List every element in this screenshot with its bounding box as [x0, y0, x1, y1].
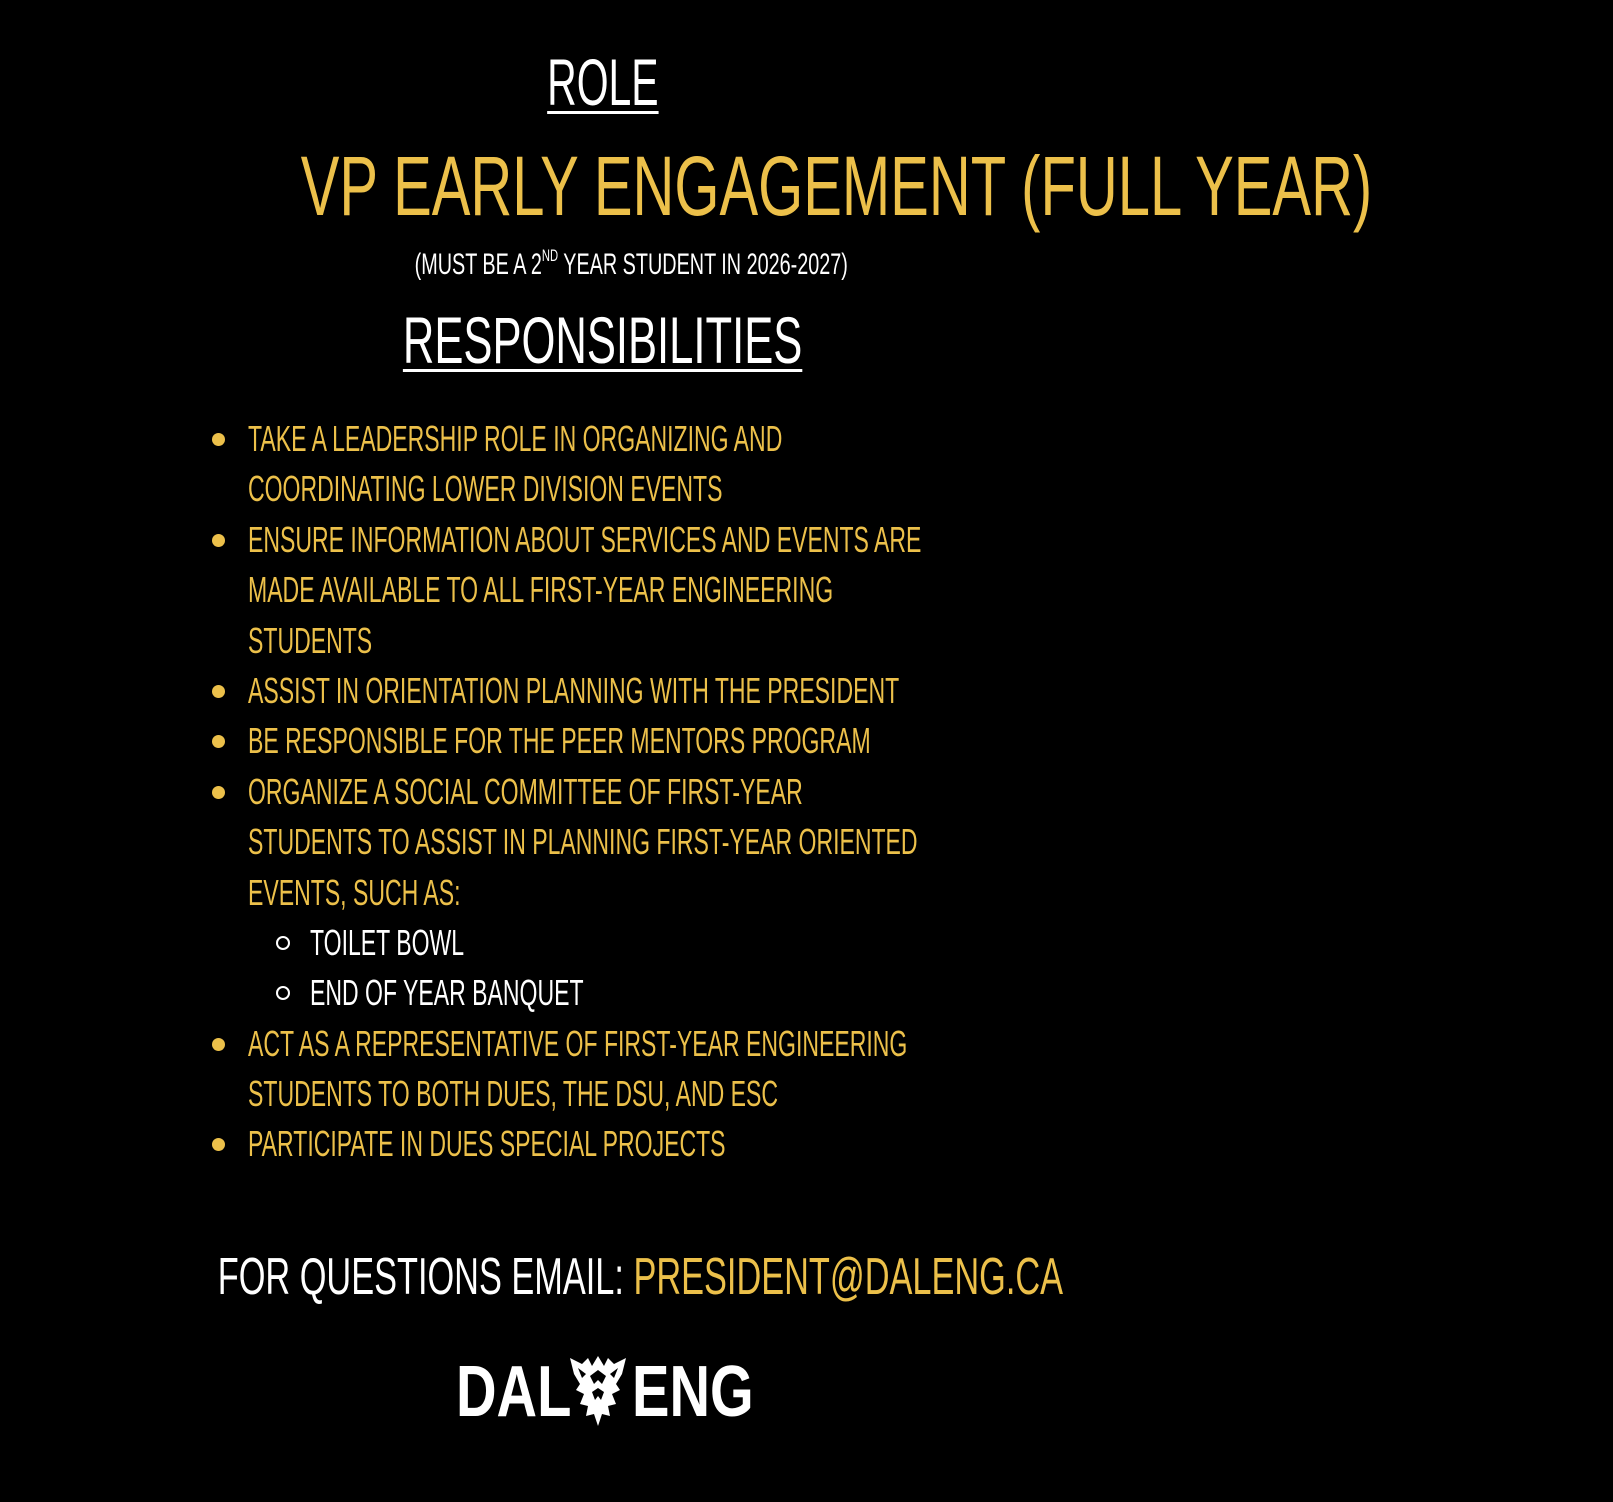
dal-eng-logo — [0, 1352, 1206, 1432]
requirement-text — [414, 243, 847, 287]
bullet-icon — [212, 735, 225, 748]
responsibilities-list — [208, 414, 1108, 1170]
phoenix-crest-icon — [568, 1354, 628, 1428]
contact-line — [0, 1244, 1206, 1310]
bullet-icon — [212, 786, 225, 799]
role-label-text: ROLE — [547, 45, 659, 119]
responsibility-item — [208, 515, 1108, 666]
bullet-icon — [212, 1038, 225, 1051]
responsibility-text: ASSIST IN ORIENTATION PLANNING WITH THE PRESIDENT — [248, 669, 900, 711]
logo-text-eng: ENG — [632, 1352, 754, 1432]
requirement-before: (MUST BE A 2 — [414, 248, 542, 281]
responsibility-sub-item — [208, 918, 1108, 968]
responsibility-text: COORDINATING LOWER DIVISION EVENTS — [248, 468, 723, 510]
responsibility-text: ENSURE INFORMATION ABOUT SERVICES AND EVENTS ARE — [248, 518, 922, 560]
responsibility-text: TAKE A LEADERSHIP ROLE IN ORGANIZING AND — [248, 418, 783, 459]
requirement-superscript: ND — [541, 246, 558, 265]
contact-label: FOR QUESTIONS EMAIL: — [217, 1248, 634, 1306]
responsibility-text: ORGANIZE A SOCIAL COMMITTEE OF FIRST-YEAR — [248, 770, 803, 812]
responsibility-text: STUDENTS TO BOTH DUES, THE DSU, AND ESC — [248, 1073, 779, 1115]
responsibilities-heading — [0, 296, 1206, 384]
role-label — [0, 42, 1206, 122]
role-title-text: VP EARLY ENGAGEMENT (FULL YEAR) — [300, 139, 1373, 233]
role-title — [0, 134, 1373, 238]
responsibility-item — [208, 1019, 1108, 1120]
contact-email-link[interactable]: PRESIDENT@DALENG.CA — [633, 1248, 1064, 1306]
sub-item-text: TOILET BOWL — [310, 921, 465, 963]
requirement-after: YEAR STUDENT IN 2026-2027) — [557, 248, 848, 281]
responsibilities-heading-text: RESPONSIBILITIES — [403, 303, 803, 377]
responsibility-item — [208, 1119, 1108, 1169]
responsibility-text: PARTICIPATE IN DUES SPECIAL PROJECTS — [248, 1123, 726, 1165]
responsibility-text: EVENTS, SUCH AS: — [248, 871, 461, 913]
bullet-icon — [212, 534, 225, 547]
hollow-bullet-icon — [276, 936, 290, 950]
responsibility-text: BE RESPONSIBLE FOR THE PEER MENTORS PROGRAM — [248, 720, 871, 762]
bullet-icon — [212, 685, 225, 698]
bullet-icon — [212, 1138, 225, 1151]
contact-text — [218, 1244, 1063, 1310]
responsibility-item — [208, 414, 1108, 515]
responsibility-item — [208, 767, 1108, 918]
bullet-icon — [212, 433, 225, 446]
responsibility-text: MADE AVAILABLE TO ALL FIRST-YEAR ENGINEERING — [248, 569, 834, 611]
responsibility-item — [208, 666, 1108, 716]
responsibility-sub-item — [208, 968, 1108, 1018]
responsibility-item — [208, 716, 1108, 766]
hollow-bullet-icon — [276, 986, 290, 1000]
responsibility-text: STUDENTS TO ASSIST IN PLANNING FIRST-YEAR ORIENTED — [248, 821, 918, 863]
logo-text-dal: DAL — [456, 1352, 572, 1432]
sub-item-text: END OF YEAR BANQUET — [310, 972, 584, 1014]
eligibility-requirement — [0, 243, 1206, 287]
responsibility-text: STUDENTS — [248, 619, 373, 661]
responsibility-text: ACT AS A REPRESENTATIVE OF FIRST-YEAR ENGINEERING — [248, 1022, 908, 1064]
